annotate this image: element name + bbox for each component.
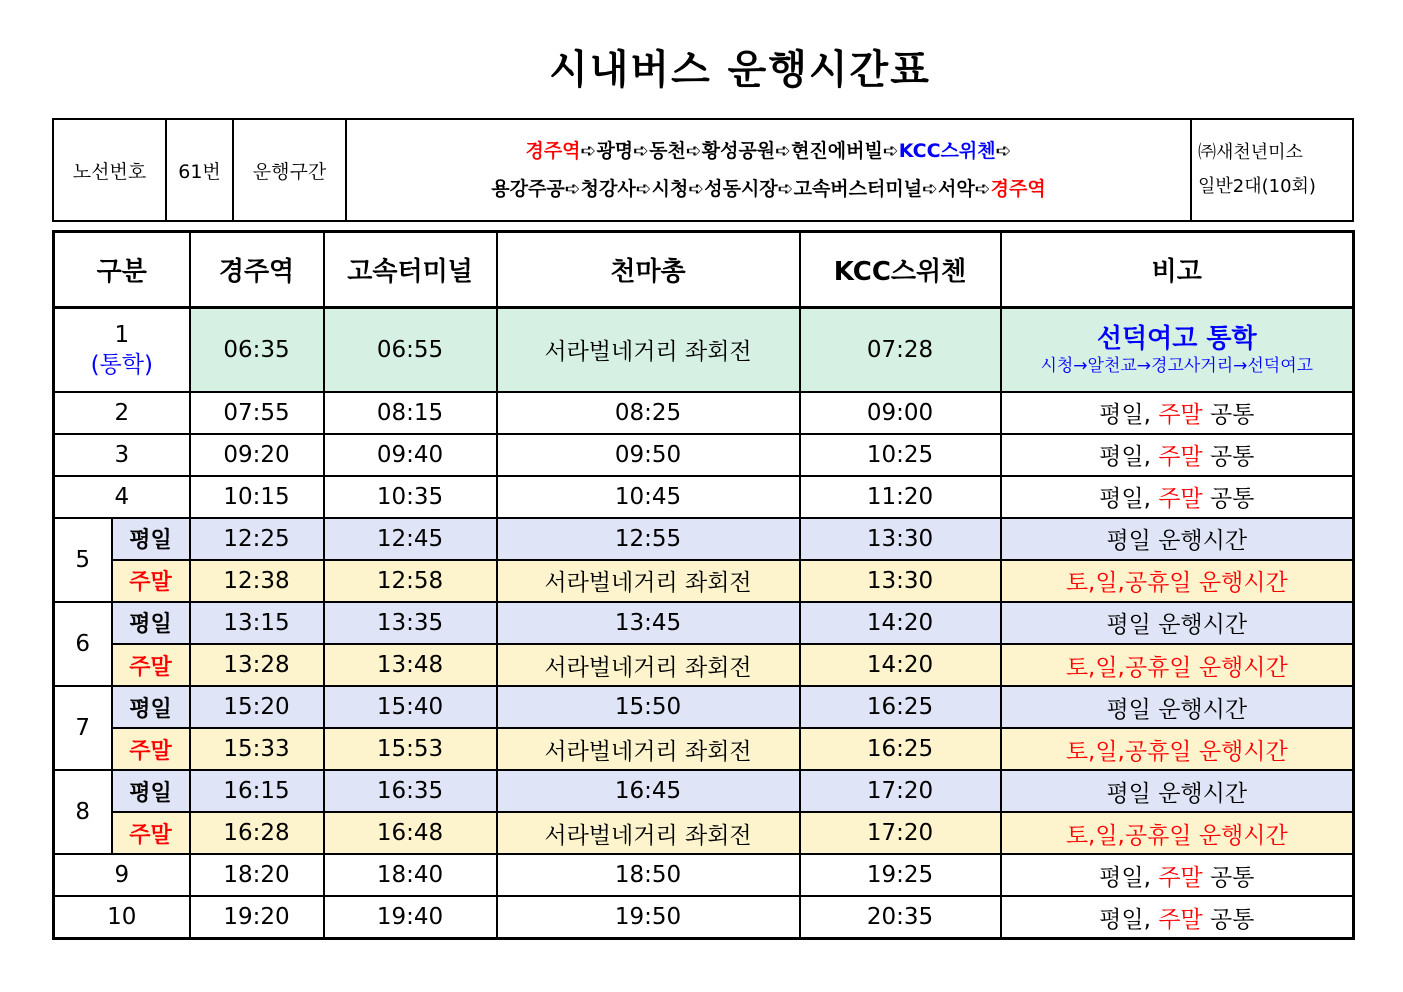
header-kcc-switchen: KCC스위첸 <box>800 232 1001 308</box>
time-cell: 14:20 <box>800 602 1001 644</box>
weekend-label: 주말 <box>112 728 190 770</box>
operator-info <box>1191 119 1353 221</box>
time-cell: 18:20 <box>190 854 324 896</box>
note-weekend: 주말 <box>1158 864 1203 891</box>
time-cell: 16:25 <box>800 686 1001 728</box>
remark-cell <box>1001 308 1354 392</box>
arrow-icon: ➪ <box>688 178 705 200</box>
trip-number: 3 <box>54 434 190 476</box>
remark-cell: 토,일,공휴일 운행시간 <box>1001 644 1354 686</box>
company-name: ㈜새천년미소 <box>1198 142 1303 163</box>
time-cell: 18:50 <box>497 854 800 896</box>
note-weekend: 주말 <box>1158 402 1203 429</box>
remark-cell: 평일 운행시간 <box>1001 518 1354 560</box>
timetable-body <box>54 308 1354 939</box>
time-cell: 18:40 <box>324 854 497 896</box>
header-gyeongju-station: 경주역 <box>190 232 324 308</box>
note-common: 공통 <box>1209 864 1255 891</box>
timetable <box>52 230 1355 940</box>
table-row <box>54 896 1354 938</box>
time-cell: 10:25 <box>800 434 1001 476</box>
trip-number <box>54 308 190 392</box>
arrow-icon: ➪ <box>685 140 702 162</box>
table-row <box>54 392 1354 434</box>
route-stop: 고속버스터미널 <box>793 178 923 200</box>
route-number-label: 노선번호 <box>53 119 166 221</box>
arrow-icon: ➪ <box>922 178 938 200</box>
time-cell: 16:25 <box>800 728 1001 770</box>
time-cell: 12:55 <box>497 518 800 560</box>
header-row <box>54 232 1354 308</box>
time-cell: 13:30 <box>800 560 1001 602</box>
header-cheonmachong: 천마총 <box>497 232 800 308</box>
time-cell: 10:45 <box>497 476 800 518</box>
header-division: 구분 <box>54 232 190 308</box>
time-cell: 16:45 <box>497 770 800 812</box>
arrow-icon: ➪ <box>635 178 652 200</box>
time-cell: 12:45 <box>324 518 497 560</box>
weekday-label: 평일 <box>112 518 190 560</box>
table-row <box>54 308 1354 392</box>
arrow-icon: ➪ <box>995 140 1012 162</box>
remark-cell: 평일 운행시간 <box>1001 770 1354 812</box>
time-cell: 13:35 <box>324 602 497 644</box>
time-cell: 16:15 <box>190 770 324 812</box>
trip-number-sub: (통학) <box>90 351 153 378</box>
note-weekday: 평일, <box>1099 906 1151 933</box>
time-cell: 13:45 <box>497 602 800 644</box>
weekday-label: 평일 <box>112 770 190 812</box>
weekday-label: 평일 <box>112 602 190 644</box>
arrow-icon: ➪ <box>777 178 794 200</box>
arrow-icon: ➪ <box>974 178 991 200</box>
time-cell: 15:33 <box>190 728 324 770</box>
time-cell: 15:40 <box>324 686 497 728</box>
time-cell: 17:20 <box>800 812 1001 854</box>
time-cell: 12:38 <box>190 560 324 602</box>
route-stop: 경주역 <box>990 178 1046 200</box>
note-weekend: 주말 <box>1158 906 1203 933</box>
note-common: 공통 <box>1209 906 1255 933</box>
route-stop: 동천 <box>649 140 686 162</box>
time-cell: 15:50 <box>497 686 800 728</box>
time-cell: 09:00 <box>800 392 1001 434</box>
note-common: 공통 <box>1209 444 1255 471</box>
weekend-label: 주말 <box>112 812 190 854</box>
note-common: 공통 <box>1209 486 1255 513</box>
trip-number: 2 <box>54 392 190 434</box>
time-cell: 17:20 <box>800 770 1001 812</box>
route-stop: 황성공원 <box>701 140 776 162</box>
time-cell: 서라벌네거리 좌회전 <box>497 644 800 686</box>
time-cell: 10:35 <box>324 476 497 518</box>
time-cell: 19:20 <box>190 896 324 938</box>
time-cell: 16:48 <box>324 812 497 854</box>
arrow-icon: ➪ <box>564 178 581 200</box>
time-cell: 13:15 <box>190 602 324 644</box>
remark-main: 선덕여고 통학 <box>1096 323 1257 354</box>
remark-cell: 토,일,공휴일 운행시간 <box>1001 728 1354 770</box>
route-stop: 현진에버빌 <box>791 140 883 162</box>
arrow-icon: ➪ <box>882 140 899 162</box>
route-stop: KCC스위첸 <box>898 140 996 162</box>
time-cell: 08:15 <box>324 392 497 434</box>
route-stop: 서악 <box>938 178 975 200</box>
trip-number: 9 <box>54 854 190 896</box>
time-cell: 13:28 <box>190 644 324 686</box>
route-stop: 청강사 <box>580 178 636 200</box>
table-row-weekday <box>54 770 1354 812</box>
route-number: 61번 <box>166 119 233 221</box>
time-cell: 19:25 <box>800 854 1001 896</box>
time-cell: 12:58 <box>324 560 497 602</box>
page-title: 시내버스 운행시간표 <box>549 47 931 93</box>
time-cell: 09:40 <box>324 434 497 476</box>
time-cell: 13:30 <box>800 518 1001 560</box>
time-cell: 서라벌네거리 좌회전 <box>497 560 800 602</box>
table-row-weekday <box>54 686 1354 728</box>
header-express-terminal: 고속터미널 <box>324 232 497 308</box>
trip-number: 10 <box>54 896 190 938</box>
weekend-label: 주말 <box>112 644 190 686</box>
remark-cell <box>1001 434 1354 476</box>
time-cell: 19:40 <box>324 896 497 938</box>
route-stop: 성동시장 <box>704 178 778 200</box>
table-row-weekend <box>54 812 1354 854</box>
note-weekend: 주말 <box>1158 444 1203 471</box>
trip-number: 4 <box>54 476 190 518</box>
note-common: 공통 <box>1209 402 1255 429</box>
time-cell: 20:35 <box>800 896 1001 938</box>
time-cell: 11:20 <box>800 476 1001 518</box>
table-row-weekend <box>54 560 1354 602</box>
time-cell: 15:53 <box>324 728 497 770</box>
table-row <box>54 476 1354 518</box>
table-row-weekday <box>54 602 1354 644</box>
route-line-1 <box>347 132 1190 170</box>
route-stop: 용강주공 <box>491 178 565 200</box>
time-cell: 08:25 <box>497 392 800 434</box>
time-cell: 19:50 <box>497 896 800 938</box>
time-cell: 06:55 <box>324 308 497 392</box>
time-cell: 09:50 <box>497 434 800 476</box>
trip-number-value: 1 <box>114 321 130 348</box>
note-weekday: 평일, <box>1099 444 1151 471</box>
table-row <box>54 434 1354 476</box>
route-stop: 광명 <box>596 140 634 162</box>
remark-cell <box>1001 476 1354 518</box>
time-cell: 14:20 <box>800 644 1001 686</box>
time-cell: 서라벌네거리 좌회전 <box>497 728 800 770</box>
table-row <box>54 854 1354 896</box>
route-stop: 시청 <box>651 178 689 200</box>
remark-cell <box>1001 854 1354 896</box>
arrow-icon: ➪ <box>775 140 792 162</box>
table-row-weekend <box>54 728 1354 770</box>
remark-cell: 토,일,공휴일 운행시간 <box>1001 812 1354 854</box>
time-cell: 서라벌네거리 좌회전 <box>497 308 800 392</box>
time-cell: 07:55 <box>190 392 324 434</box>
table-row-weekend <box>54 644 1354 686</box>
route-stops <box>346 119 1191 221</box>
remark-sub: 시청→알천교→경고사거리→선덕여고 <box>1040 355 1314 376</box>
weekend-label: 주말 <box>112 560 190 602</box>
time-cell: 16:35 <box>324 770 497 812</box>
remark-cell: 토,일,공휴일 운행시간 <box>1001 560 1354 602</box>
arrow-icon: ➪ <box>580 140 597 162</box>
time-cell: 16:28 <box>190 812 324 854</box>
time-cell: 15:20 <box>190 686 324 728</box>
time-cell: 06:35 <box>190 308 324 392</box>
note-weekend: 주말 <box>1158 486 1203 513</box>
trip-number: 6 <box>54 602 112 686</box>
time-cell: 07:28 <box>800 308 1001 392</box>
bus-count: 일반2대(10회) <box>1198 176 1316 197</box>
time-cell: 12:25 <box>190 518 324 560</box>
route-info-table <box>52 118 1354 222</box>
trip-number: 7 <box>54 686 112 770</box>
trip-number: 8 <box>54 770 112 854</box>
note-weekday: 평일, <box>1099 402 1151 429</box>
route-line-2 <box>347 170 1190 208</box>
time-cell: 09:20 <box>190 434 324 476</box>
time-cell: 10:15 <box>190 476 324 518</box>
note-weekday: 평일, <box>1099 486 1151 513</box>
remark-cell <box>1001 392 1354 434</box>
header-remarks: 비고 <box>1001 232 1354 308</box>
table-row-weekday <box>54 518 1354 560</box>
weekday-label: 평일 <box>112 686 190 728</box>
trip-number: 5 <box>54 518 112 602</box>
route-section-label: 운행구간 <box>233 119 346 221</box>
time-cell: 서라벌네거리 좌회전 <box>497 812 800 854</box>
arrow-icon: ➪ <box>633 140 650 162</box>
route-stop: 경주역 <box>525 140 581 162</box>
note-weekday: 평일, <box>1099 864 1151 891</box>
remark-cell <box>1001 896 1354 938</box>
remark-cell: 평일 운행시간 <box>1001 602 1354 644</box>
remark-cell: 평일 운행시간 <box>1001 686 1354 728</box>
time-cell: 13:48 <box>324 644 497 686</box>
